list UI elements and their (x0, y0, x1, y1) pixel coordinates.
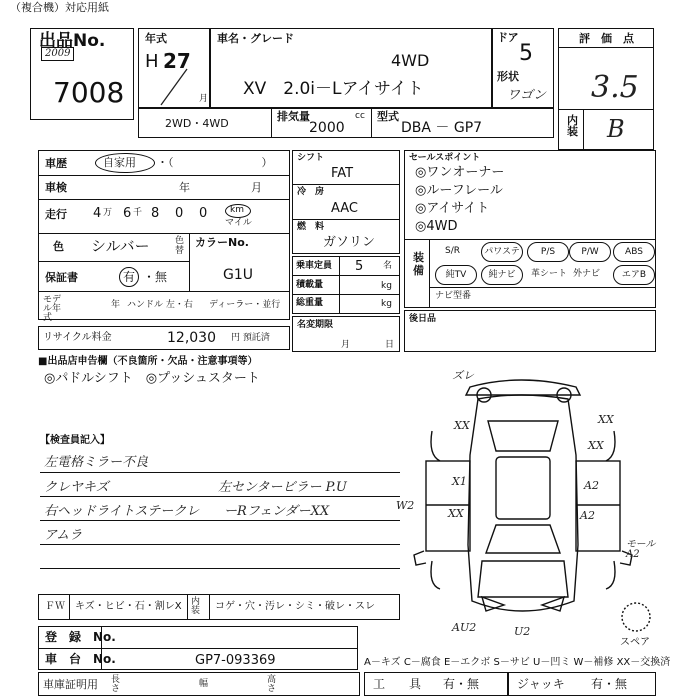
diagram-mark: ズレ (452, 369, 474, 382)
form-header-note: （複合機）対応用紙 (10, 1, 109, 14)
model-code: DBA － GP7 (401, 120, 483, 136)
rating-score: 3.5 (591, 70, 639, 105)
spare-label: スペア (620, 637, 650, 648)
info-table: 車歴 自家用 ・（ ） 車検 年 月 走行 4 万 6 千 8 0 0 km マイル 色 シルバー 色替 カラーNo. G1U 保証書 有 ・無 モデル年式 年 ハンドル 左・右 ディーラー・並行 (38, 150, 290, 320)
jack-row: ジャッキ 有・無 (508, 672, 656, 696)
year-box: 年式 H 27 月 (138, 28, 210, 108)
damage-legend: A－キズ C－腐食 E－エクボ S－サビ U－凹ミ W－補修 XX－交換済 (364, 657, 671, 668)
chassis-number: GP7-093369 (195, 653, 276, 668)
equip-ps: P/S (527, 242, 569, 262)
sales-point: ◎4WD (415, 219, 458, 234)
door-shape-box: ドア 5 形状 ワゴン (492, 28, 554, 108)
exhibit-label: 出品No. (39, 31, 106, 51)
displacement-value: 2000 (309, 120, 345, 136)
equip-pw: P/W (569, 242, 611, 262)
history-value: 自家用 (103, 156, 136, 169)
inspector-title: 【検査員記入】 (40, 435, 110, 446)
diagram-mark: XX (454, 419, 470, 432)
capacity-box: 乗車定員 5 名 積載量 kg 総重量 kg (292, 256, 400, 314)
diagram-mark: モール A2 (626, 539, 656, 560)
sales-point: ◎アイサイト (415, 201, 490, 216)
diagram-mark: X1 (452, 475, 467, 488)
warranty-yes: 有 (123, 270, 136, 284)
interior-grade: B (607, 115, 625, 143)
exhibit-box (30, 28, 134, 120)
equip-power-steering: パワステ (481, 242, 523, 262)
shape-value: ワゴン (507, 88, 547, 103)
seller-notes-title: ■出品店申告欄（不良箇所・欠品・注意事項等） (38, 356, 258, 367)
spec-row: 2WD・4WD 排気量 2000 cc 型式 DBA － GP7 (138, 108, 554, 138)
sales-point: ◎ルーフレール (415, 183, 503, 198)
color-value: シルバー (91, 237, 150, 255)
inspector-note: 左センタービラー P.U (218, 480, 347, 495)
equip-abs: ABS (613, 242, 655, 262)
seller-notes: ◎パドルシフト ◎プッシュスタート (44, 371, 260, 386)
exhibit-sub-box: 2009 (41, 47, 74, 61)
year-value: 27 (163, 49, 191, 73)
capacity-value: 5 (355, 259, 364, 274)
diagram-mark: XX (598, 413, 614, 426)
color-code: G1U (223, 267, 254, 283)
inspector-note: 左電格ミラー不良 (44, 455, 149, 470)
equip-airbag: エアB (613, 265, 655, 285)
recycle-row: リサイクル料金 12,030 円 預託済 (38, 326, 290, 350)
diagram-mark: XX (588, 439, 604, 452)
tools-row: 工 具 有・無 (364, 672, 508, 696)
aircon-value: AAC (331, 201, 358, 216)
garage-row: 車庫証明用 長さ 幅 高さ (38, 672, 360, 696)
drive-system: 4WD (391, 51, 430, 70)
equip-tv: 純TV (435, 265, 477, 285)
diagram-mark: A2 (584, 479, 599, 492)
sales-equipment-box: セールスポイント ◎ワンオーナー ◎ルーフレール ◎アイサイト ◎4WD 装備 S/R パワステ P/S P/W ABS 純TV 純ナビ 革シート 外ナビ エアB ナビ型番 (404, 150, 656, 308)
recycle-fee: 12,030 (167, 330, 216, 346)
inspector-note: 右ヘッドライトステークレ (44, 504, 200, 519)
diagram-mark: U2 (514, 625, 531, 638)
diagram-mark: XX (448, 507, 464, 520)
exhibit-number: 7008 (53, 76, 125, 109)
vehicle-box: 車名・グレード 4WD XV 2.0i－Lアイサイト (210, 28, 492, 108)
spec-column: シフト FAT 冷 房 AAC 燃 料 ガソリン (292, 150, 400, 254)
diagram-mark: W2 (396, 499, 415, 512)
diagram-mark: AU2 (452, 621, 477, 634)
car-damage-diagram (400, 365, 680, 645)
post-install-box: 後日品 (404, 310, 656, 352)
sales-point: ◎ワンオーナー (415, 165, 505, 180)
fw-row: ＦＷ キズ・ヒビ・石・割レX 内装 コゲ・穴・汚レ・シミ・破レ・スレ (38, 594, 400, 620)
fuel-value: ガソリン (323, 235, 376, 250)
shift-value: FAT (331, 166, 354, 181)
rating-box: 評 価 点 3.5 内装 B (558, 28, 654, 150)
inspector-note: クレヤキズ (44, 480, 109, 495)
name-change-box: 名変期限 月 日 (292, 316, 400, 352)
equip-navi: 純ナビ (481, 265, 523, 285)
registration-box: 登 録 No. 車 台 No. GP7-093369 (38, 626, 358, 670)
doors-value: 5 (519, 41, 533, 66)
inspector-note: アムラ (44, 528, 83, 543)
vehicle-name: XV 2.0i－Lアイサイト (243, 79, 424, 99)
history-circle (95, 153, 155, 173)
diagram-mark: A2 (580, 509, 595, 522)
inspector-note: ーRフェンダーXX (224, 504, 330, 519)
